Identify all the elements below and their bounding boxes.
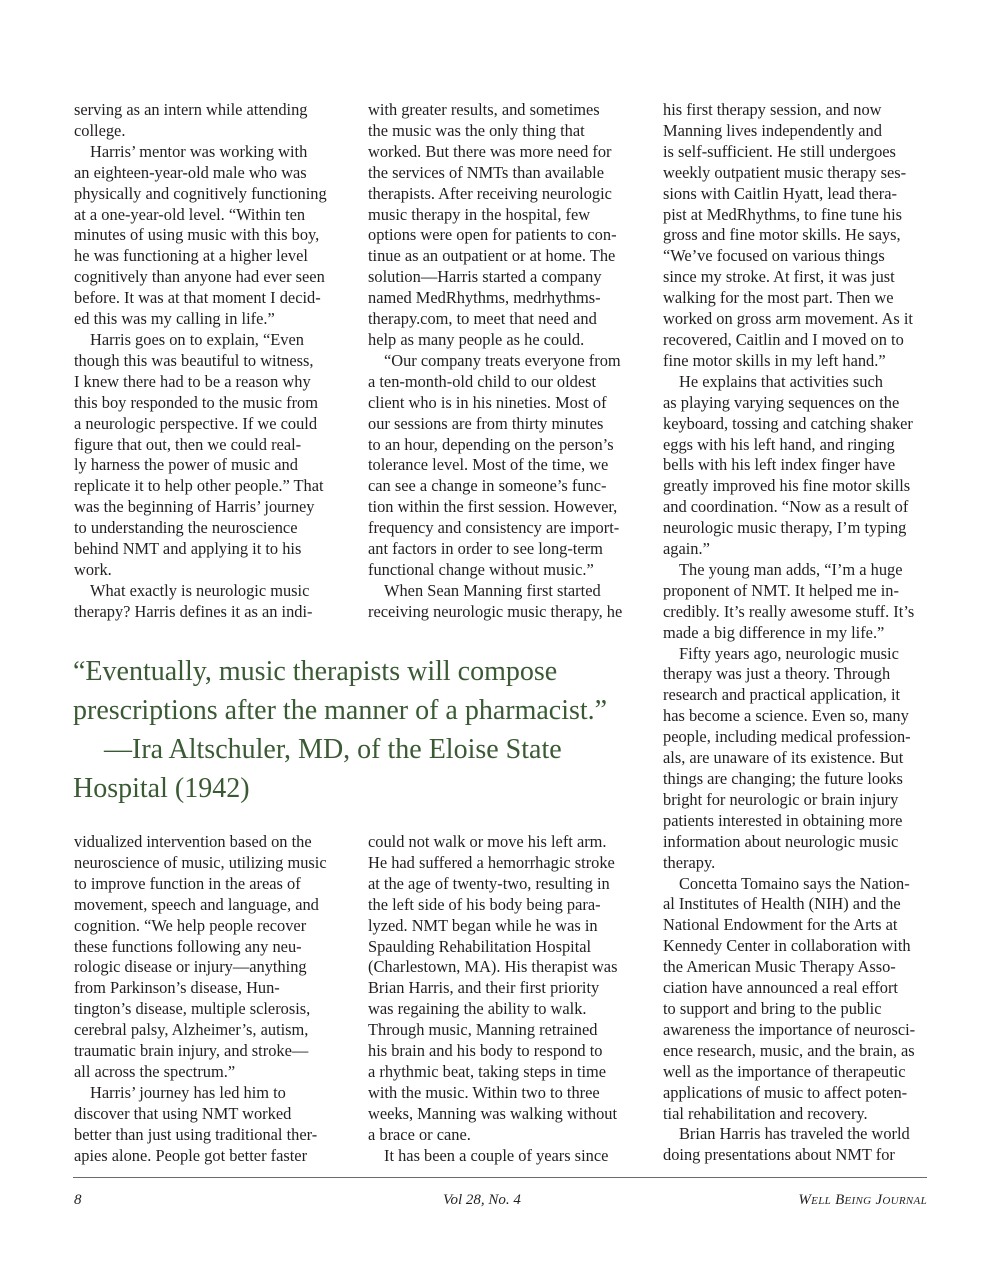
text-line: solution—Harris started a company: [368, 267, 602, 287]
text-line: bright for neurologic or brain injury: [663, 789, 899, 809]
text-line: ence research, music, and the brain, as: [663, 1040, 915, 1060]
text-line: als, are unaware of its existence. But: [663, 748, 904, 768]
text-line: though this was beautiful to witness,: [74, 350, 314, 370]
text-line: well as the importance of therapeutic: [663, 1061, 906, 1081]
text-line: doing presentations about NMT for: [663, 1145, 895, 1165]
text-line: walking for the most part. Then we: [663, 288, 894, 308]
text-line: ciation have announced a real effort: [663, 978, 898, 998]
text-line: this boy responded to the music from: [74, 392, 319, 412]
issue-label: Vol 28, No. 4: [443, 1192, 521, 1208]
text-line: can see a change in someone’s func-: [368, 476, 607, 496]
text-line: ant factors in order to see long-term: [368, 539, 603, 559]
text-line: credibly. It’s really awesome stuff. It’s: [663, 601, 915, 621]
text-line: and coordination. “Now as a result of: [663, 497, 909, 517]
text-line: (Charlestown, MA). His therapist was: [368, 957, 618, 977]
text-line: our sessions are from thirty minutes: [368, 413, 604, 433]
text-line: “Our company treats everyone from: [384, 350, 621, 370]
text-line: minutes of using music with this boy,: [74, 225, 320, 245]
text-line: Through music, Manning retrained: [368, 1020, 598, 1040]
pull-quote-attribution: —Ira Altschuler, MD, of the Eloise State: [104, 734, 562, 765]
text-line: is self-sufficient. He still undergoes: [663, 141, 896, 161]
text-line: Harris’ mentor was working with: [90, 141, 308, 161]
text-line: He had suffered a hemorrhagic stroke: [368, 852, 615, 872]
text-line: eggs with his left hand, and ringing: [663, 434, 895, 454]
text-line: could not walk or move his left arm.: [368, 832, 607, 851]
text-line: ed this was my calling in life.”: [74, 309, 275, 329]
text-line: functional change without music.”: [368, 559, 594, 579]
text-line: recovered, Caitlin and I moved on to: [663, 329, 904, 349]
text-line: traumatic brain injury, and stroke—: [74, 1041, 309, 1061]
text-line: replicate it to help other people.” That: [74, 476, 324, 496]
text-line: therapy.: [663, 852, 716, 872]
text-line: al Institutes of Health (NIH) and the: [663, 894, 901, 914]
text-line: an eighteen-year-old male who was: [74, 162, 307, 182]
text-line: a neurologic perspective. If we could: [74, 413, 318, 433]
text-line: apies alone. People got better faster: [74, 1145, 308, 1165]
text-line: neurologic music therapy, I’m typing: [663, 518, 907, 538]
text-line: people, including medical profession-: [663, 727, 911, 747]
text-line: The young man adds, “I’m a huge: [679, 559, 903, 579]
journal-name: Well Being Journal: [798, 1192, 927, 1208]
text-line: to an hour, depending on the person’s: [368, 434, 614, 454]
text-line: tial rehabilitation and recovery.: [663, 1103, 868, 1123]
text-line: from Parkinson’s disease, Hun-: [74, 978, 280, 998]
text-line: weekly outpatient music therapy ses-: [663, 162, 907, 182]
text-line: serving as an intern while attending: [74, 100, 308, 119]
pull-quote-attribution: Hospital (1942): [73, 773, 250, 804]
text-line: bells with his left index finger have: [663, 455, 896, 475]
text-line: gross and fine motor skills. He says,: [663, 225, 901, 245]
text-line: Brian Harris, and their first priority: [368, 978, 600, 998]
text-line: all across the spectrum.”: [74, 1061, 236, 1081]
text-line: therapists. After receiving neurologic: [368, 183, 612, 203]
text-line: ly harness the power of music and: [74, 455, 298, 475]
text-line: Harris’ journey has led him to: [90, 1082, 286, 1102]
text-line: therapy? Harris defines it as an indi-: [74, 601, 313, 621]
text-line: Harris goes on to explain, “Even: [90, 329, 304, 349]
text-line: What exactly is neurologic music: [90, 580, 310, 600]
column-1-bottom: [74, 832, 349, 1167]
text-line: before. It was at that moment I decid-: [74, 288, 321, 308]
text-line: Manning lives independently and: [663, 120, 882, 140]
text-line: cerebral palsy, Alzheimer’s, autism,: [74, 1020, 309, 1040]
text-line: things are changing; the future looks: [663, 769, 903, 788]
column-2-top: [368, 100, 643, 623]
text-line: options were open for patients to con-: [368, 225, 617, 245]
text-line: It has been a couple of years since: [384, 1145, 609, 1165]
text-line: Kennedy Center in collaboration with: [663, 936, 911, 956]
text-line: the services of NMTs than available: [368, 162, 604, 182]
text-line: He explains that activities such: [679, 371, 883, 391]
text-line: as playing varying sequences on the: [663, 392, 900, 412]
text-line: with the music. Within two to three: [368, 1082, 600, 1102]
text-line: Brian Harris has traveled the world: [679, 1124, 910, 1144]
text-line: was the beginning of Harris’ journey: [74, 497, 315, 517]
text-line: his first therapy session, and now: [663, 100, 882, 119]
pull-quote: [73, 652, 653, 808]
text-line: fine motor skills in my left hand.”: [663, 350, 886, 370]
text-line: worked. But there was more need for: [368, 141, 612, 161]
text-line: I knew there had to be a reason why: [74, 371, 311, 391]
text-line: a brace or cane.: [368, 1124, 471, 1144]
text-line: When Sean Manning first started: [384, 580, 601, 600]
text-line: behind NMT and applying it to his: [74, 539, 302, 559]
text-line: National Endowment for the Arts at: [663, 915, 898, 935]
page-number: 8: [74, 1192, 82, 1208]
text-line: therapy.com, to meet that need and: [368, 309, 597, 329]
text-line: “We’ve focused on various things: [663, 246, 885, 266]
pull-quote-line: “Eventually, music therapists will compose: [73, 656, 558, 687]
text-line: was regaining the ability to walk.: [368, 999, 587, 1019]
text-line: cognitively than anyone had ever seen: [74, 267, 325, 287]
text-line: patients interested in obtaining more: [663, 810, 903, 830]
text-line: keyboard, tossing and catching shaker: [663, 413, 913, 433]
text-line: since my stroke. At first, it was just: [663, 267, 895, 287]
text-line: physically and cognitively functioning: [74, 183, 327, 203]
text-line: pist at MedRhythms, to fine tune his: [663, 204, 903, 224]
text-line: has become a science. Even so, many: [663, 706, 909, 726]
text-line: to improve function in the areas of: [74, 873, 301, 893]
text-line: rologic disease or injury—anything: [74, 957, 307, 977]
text-line: to understanding the neuroscience: [74, 518, 298, 538]
text-line: made a big difference in my life.”: [663, 622, 885, 642]
text-line: the music was the only thing that: [368, 120, 585, 140]
footer-rule: [73, 1177, 927, 1178]
text-line: work.: [74, 559, 112, 579]
text-line: named MedRhythms, medrhythms-: [368, 288, 601, 308]
text-line: worked on gross arm movement. As it: [663, 309, 913, 329]
text-line: the American Music Therapy Asso-: [663, 957, 896, 977]
text-line: with greater results, and sometimes: [368, 100, 600, 119]
text-line: receiving neurologic music therapy, he: [368, 601, 623, 621]
text-line: information about neurologic music: [663, 831, 899, 851]
text-line: greatly improved his fine motor skills: [663, 476, 911, 496]
column-2-bottom: [368, 832, 643, 1167]
text-line: proponent of NMT. It helped me in-: [663, 580, 899, 600]
text-line: sions with Caitlin Hyatt, lead thera-: [663, 183, 897, 203]
text-line: discover that using NMT worked: [74, 1103, 292, 1123]
text-line: applications of music to affect poten-: [663, 1082, 908, 1102]
text-line: tion within the first session. However,: [368, 497, 618, 517]
text-line: frequency and consistency are import-: [368, 518, 620, 538]
text-line: music therapy in the hospital, few: [368, 204, 591, 224]
text-line: tinue as an outpatient or at home. The: [368, 246, 616, 266]
text-line: at the age of twenty-two, resulting in: [368, 873, 610, 893]
text-line: the left side of his body being para-: [368, 894, 601, 914]
text-line: tolerance level. Most of the time, we: [368, 455, 609, 475]
pull-quote-line: prescriptions after the manner of a pharmacist.”: [73, 695, 608, 726]
text-line: Spaulding Rehabilitation Hospital: [368, 936, 592, 956]
text-line: a ten-month-old child to our oldest: [368, 371, 597, 391]
text-line: figure that out, then we could real-: [74, 434, 302, 454]
text-line: Fifty years ago, neurologic music: [679, 643, 899, 663]
text-line: these functions following any neu-: [74, 936, 302, 956]
column-3: [663, 100, 938, 1166]
text-line: he was functioning at a higher level: [74, 246, 308, 266]
text-line: movement, speech and language, and: [74, 894, 319, 914]
text-line: therapy was just a theory. Through: [663, 664, 891, 684]
text-line: to support and bring to the public: [663, 998, 882, 1018]
text-line: help as many people as he could.: [368, 329, 585, 349]
text-line: client who is in his nineties. Most of: [368, 392, 607, 412]
text-line: weeks, Manning was walking without: [368, 1103, 618, 1123]
text-line: research and practical application, it: [663, 685, 901, 705]
text-line: better than just using traditional ther-: [74, 1124, 318, 1144]
text-line: college.: [74, 120, 126, 140]
text-line: at a one-year-old level. “Within ten: [74, 204, 306, 224]
text-line: his brain and his body to respond to: [368, 1041, 603, 1061]
text-line: lyzed. NMT began while he was in: [368, 915, 598, 935]
text-line: vidualized intervention based on the: [74, 832, 312, 851]
text-line: neuroscience of music, utilizing music: [74, 852, 327, 872]
text-line: awareness the importance of neurosci-: [663, 1019, 916, 1039]
text-line: Concetta Tomaino says the Nation-: [679, 873, 910, 893]
text-line: tington’s disease, multiple sclerosis,: [74, 999, 311, 1019]
text-line: a rhythmic beat, taking steps in time: [368, 1061, 607, 1081]
text-line: again.”: [663, 539, 710, 559]
column-1-top: [74, 100, 349, 623]
text-line: cognition. “We help people recover: [74, 915, 307, 935]
